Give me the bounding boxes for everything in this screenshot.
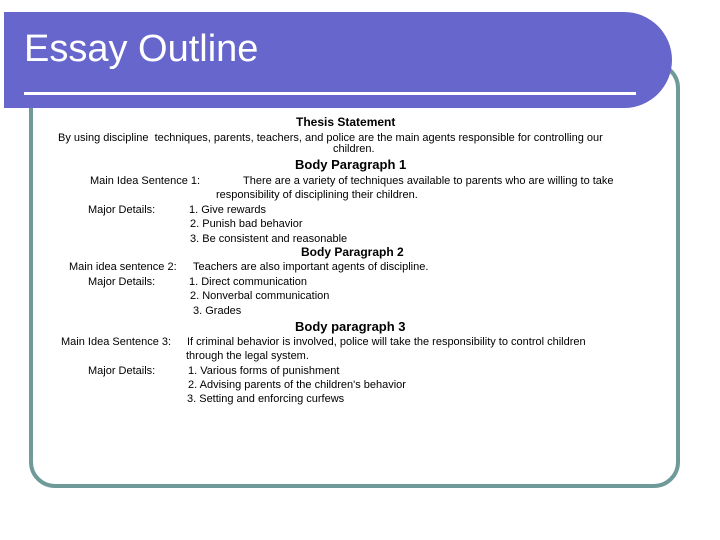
body2-detail-2: 2. Nonverbal communication xyxy=(190,290,330,302)
body3-detail-3: 3. Setting and enforcing curfews xyxy=(187,393,345,405)
slide-title: Essay Outline xyxy=(24,28,259,70)
body2-heading: Body Paragraph 2 xyxy=(301,245,404,259)
body1-main-label: Main Idea Sentence 1: xyxy=(90,175,201,187)
body3-detail-1: 1. Various forms of punishment xyxy=(188,365,340,377)
body2-details-label: Major Details: xyxy=(88,276,156,288)
body1-main-line-1: There are a variety of techniques available to parents who are willing to take xyxy=(243,175,614,187)
body1-heading: Body Paragraph 1 xyxy=(295,157,407,172)
thesis-text-line-2: children. xyxy=(333,143,375,155)
body1-detail-1: 1. Give rewards xyxy=(189,204,267,216)
body3-detail-2: 2. Advising parents of the children's behavior xyxy=(188,379,406,391)
body3-details-label: Major Details: xyxy=(88,365,156,377)
body2-detail-1: 1. Direct communication xyxy=(189,276,307,288)
thesis-text-line-1: By using discipline techniques, parents, teachers, and police are the main agents responsible for controlling our xyxy=(58,132,603,144)
body3-main-line-1: If criminal behavior is involved, police will take the responsibility to control children xyxy=(187,336,586,348)
body3-main-line-2: through the legal system. xyxy=(186,350,309,362)
body2-main-line-1: Teachers are also important agents of discipline. xyxy=(193,261,429,273)
body1-main-line-2: responsibility of disciplining their children. xyxy=(216,189,418,201)
body2-detail-3: 3. Grades xyxy=(193,305,242,317)
body2-main-label: Main idea sentence 2: xyxy=(69,261,177,273)
body3-heading: Body paragraph 3 xyxy=(295,319,406,334)
body1-detail-3: 3. Be consistent and reasonable xyxy=(190,233,348,245)
body1-detail-2: 2. Punish bad behavior xyxy=(190,218,303,230)
thesis-heading: Thesis Statement xyxy=(296,115,396,129)
body1-details-label: Major Details: xyxy=(88,204,156,216)
body3-main-label: Main Idea Sentence 3: xyxy=(61,336,172,348)
